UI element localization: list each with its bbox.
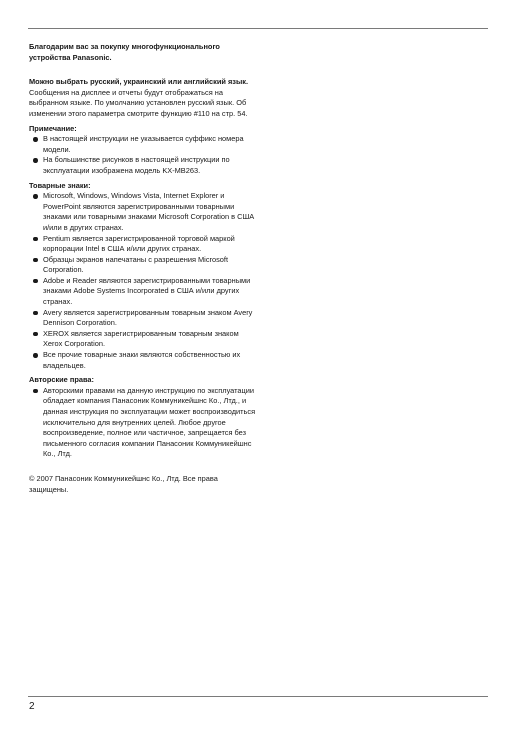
bullet-icon (33, 137, 38, 142)
list-item-text: Образцы экранов напечатаны с разрешения Microsoft Corporation. (43, 254, 228, 275)
copyright-heading: Авторские права: (29, 375, 94, 385)
bullet-icon (33, 279, 38, 284)
bullet-icon (33, 194, 38, 199)
thanks-heading: Благодарим вас за покупку многофункционального устройства Panasonic. (29, 42, 220, 62)
list-item-text: Авторскими правами на данную инструкцию по эксплуатации обладает компания Панасоник Коммуникейшнс Ко., Лтд., и данная инструкция по эксплуатации может воспроизводиться исключительно для внутренних целей. Любое другое воспроизведение, полное или частичное, запрещается без письменного согласия компании Панасоник Коммуникейшнс Ко., Лтд. (43, 385, 256, 459)
list-item-text: На большинстве рисунков в настоящей инструкции по эксплуатации изображена модель KX-MB263. (43, 155, 230, 175)
copyright-notice: © 2007 Панасоник Коммуникейшнс Ко., Лтд. Все права защищены. (29, 473, 218, 494)
bullet-icon (33, 158, 38, 163)
note-heading: Примечание: (29, 123, 77, 133)
bullet-icon (33, 353, 38, 358)
list-item (29, 308, 257, 329)
list-item (29, 350, 257, 371)
page-content (29, 42, 257, 499)
copyright-list (29, 386, 257, 460)
bullet-icon (33, 332, 38, 337)
list-item (29, 134, 257, 155)
list-item (29, 329, 257, 350)
list-item-text: Avery является зарегистрированным товарным знаком Avery Dennison Corporation. (43, 307, 253, 328)
footer-rule (28, 696, 488, 697)
list-item-text: Microsoft, Windows, Windows Vista, Internet Explorer и PowerPoint являются зарегистрированными товарными знаками или товарными знаками Microsoft Corporation в США и/или в других странах. (43, 191, 255, 232)
language-text: Сообщения на дисплее и отчеты будут отображаться на выбранном языке. По умолчанию установлен русский язык. Об изменении этого параметра смотрите функцию #110 на стр. 54. (29, 87, 248, 118)
bullet-icon (33, 258, 38, 263)
list-item-text: Все прочие товарные знаки являются собственностью их владельцев. (43, 350, 241, 370)
list-item (29, 234, 257, 255)
header-rule (28, 28, 488, 29)
language-heading: Можно выбрать русский, украинский или английский язык. (29, 77, 249, 87)
bullet-icon (33, 311, 38, 316)
trademarks-list (29, 191, 257, 371)
list-item-text: В настоящей инструкции не указывается суффикс номера модели. (43, 134, 244, 154)
list-item-text: XEROX является зарегистрированным товарным знаком Xerox Corporation. (43, 328, 239, 349)
bullet-icon (33, 389, 38, 394)
note-list (29, 134, 257, 176)
list-item-text: Adobe и Reader являются зарегистрированными товарными знаками Adobe Systems Incorporated в США и/или других странах. (43, 275, 251, 307)
page-number: 2 (29, 701, 35, 712)
list-item (29, 255, 257, 276)
list-item (29, 276, 257, 308)
list-item (29, 191, 257, 233)
list-item-text: Pentium является зарегистрированной торговой маркой корпорации Intel в США и/или других странах. (43, 233, 235, 254)
bullet-icon (33, 237, 38, 242)
list-item (29, 386, 257, 460)
list-item (29, 155, 257, 176)
trademarks-heading: Товарные знаки: (29, 180, 91, 190)
